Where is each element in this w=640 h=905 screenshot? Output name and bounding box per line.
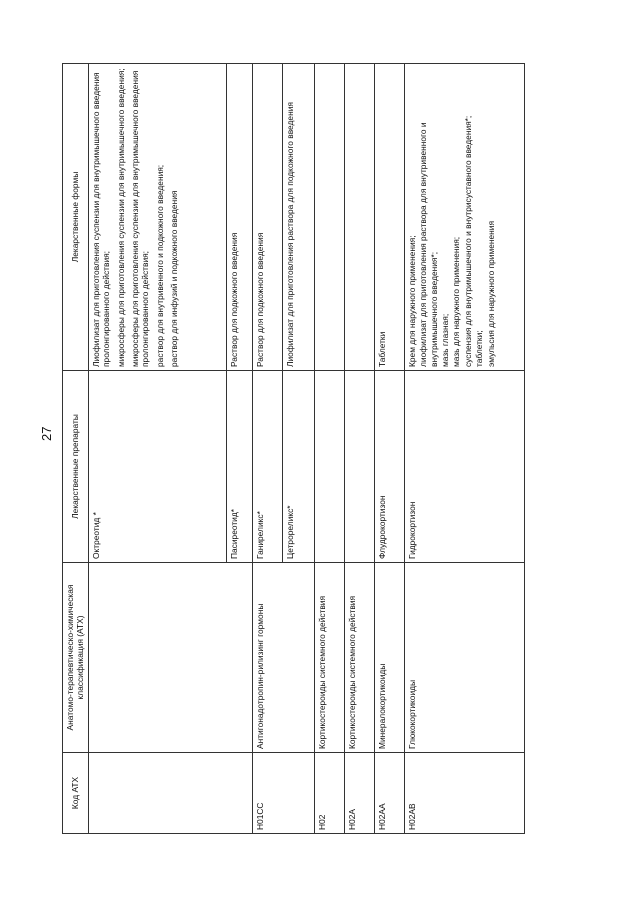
- cell-forms: [374, 64, 404, 371]
- cell-classification: [282, 563, 314, 753]
- table-row: [314, 64, 344, 834]
- cell-classification: Глюкокортикоиды: [404, 563, 524, 753]
- cell-code: [226, 753, 252, 834]
- cell-code: H02AB: [404, 753, 524, 834]
- cell-code: H01CC: [252, 753, 282, 834]
- atc-drug-table: [62, 63, 525, 834]
- cell-drug: [314, 371, 344, 563]
- form-line: суспензия для внутримышечного и внутрисуставного введения*;: [462, 115, 473, 367]
- form-line: Крем для наружного применения;: [406, 235, 417, 367]
- cell-code: [282, 753, 314, 834]
- cell-drug: Гидрокортизон: [404, 371, 524, 563]
- cell-code: H02: [314, 753, 344, 834]
- table-header-row: [63, 64, 89, 834]
- cell-forms: [88, 64, 226, 371]
- form-line: микросферы для приготовления суспензии для внутримышечного введения пролонгированного действия;: [130, 70, 151, 367]
- cell-classification: Антигонадотропин-рилизинг гормоны: [252, 563, 282, 753]
- form-line: Лиофилизат для приготовления раствора для подкожного введения: [284, 102, 295, 367]
- form-line: микросферы для приготовления суспензии для внутримышечного введения;: [115, 68, 126, 367]
- cell-forms: [226, 64, 252, 371]
- cell-forms: [252, 64, 282, 371]
- form-line: мазь для наружного применения;: [451, 236, 462, 367]
- form-line: Лиофилизат для приготовления суспензии для внутримышечного введения пролонгированного действия;: [90, 72, 112, 367]
- atc-table-sheet: [62, 64, 555, 834]
- cell-classification: Минералокортикоиды: [374, 563, 404, 753]
- table-row: [226, 64, 252, 834]
- form-line: эмульсия для наружного применения: [485, 220, 496, 367]
- header-code: Код АТХ: [63, 753, 89, 834]
- cell-drug: [344, 371, 374, 563]
- form-line: Раствор для подкожного введения: [228, 232, 239, 367]
- cell-drug: Флудрокортизон: [374, 371, 404, 563]
- cell-code: H02AA: [374, 753, 404, 834]
- cell-classification: [226, 563, 252, 753]
- form-line: лиофилизат для приготовления раствора для внутривенного и внутримышечного введения*;: [418, 122, 439, 367]
- form-line: таблетки;: [474, 330, 485, 367]
- table-row: [88, 64, 226, 834]
- form-line: Таблетки: [376, 331, 387, 367]
- cell-drug: Ганиреликс*: [252, 371, 282, 563]
- cell-code: H02A: [344, 753, 374, 834]
- page-number: 27: [39, 426, 54, 441]
- cell-drug: Октреотид *: [88, 371, 226, 563]
- cell-classification: [88, 563, 226, 753]
- cell-drug: Пасиреотид*: [226, 371, 252, 563]
- cell-forms: [344, 64, 374, 371]
- table-row: [282, 64, 314, 834]
- cell-code: [88, 753, 226, 834]
- cell-classification: Кортикостероиды системного действия: [314, 563, 344, 753]
- form-line: мазь глазная;: [440, 313, 451, 367]
- cell-classification: Кортикостероиды системного действия: [344, 563, 374, 753]
- header-classification: Анатомо-терапевтическо-химическая классификация (АТХ): [63, 563, 89, 753]
- cell-drug: Цетрореликс*: [282, 371, 314, 563]
- cell-forms: [404, 64, 524, 371]
- form-line: Раствор для подкожного введения: [254, 232, 265, 367]
- table-row: [252, 64, 282, 834]
- header-drugs: Лекарственные препараты: [63, 371, 89, 563]
- table-row: [344, 64, 374, 834]
- cell-forms: [282, 64, 314, 371]
- form-line: раствор для инфузий и подкожного введения: [169, 190, 180, 367]
- header-forms: Лекарственные формы: [63, 64, 89, 371]
- table-row: [374, 64, 404, 834]
- cell-forms: [314, 64, 344, 371]
- form-line: раствор для внутривенного и подкожного введения;: [154, 164, 165, 367]
- table-row: [404, 64, 524, 834]
